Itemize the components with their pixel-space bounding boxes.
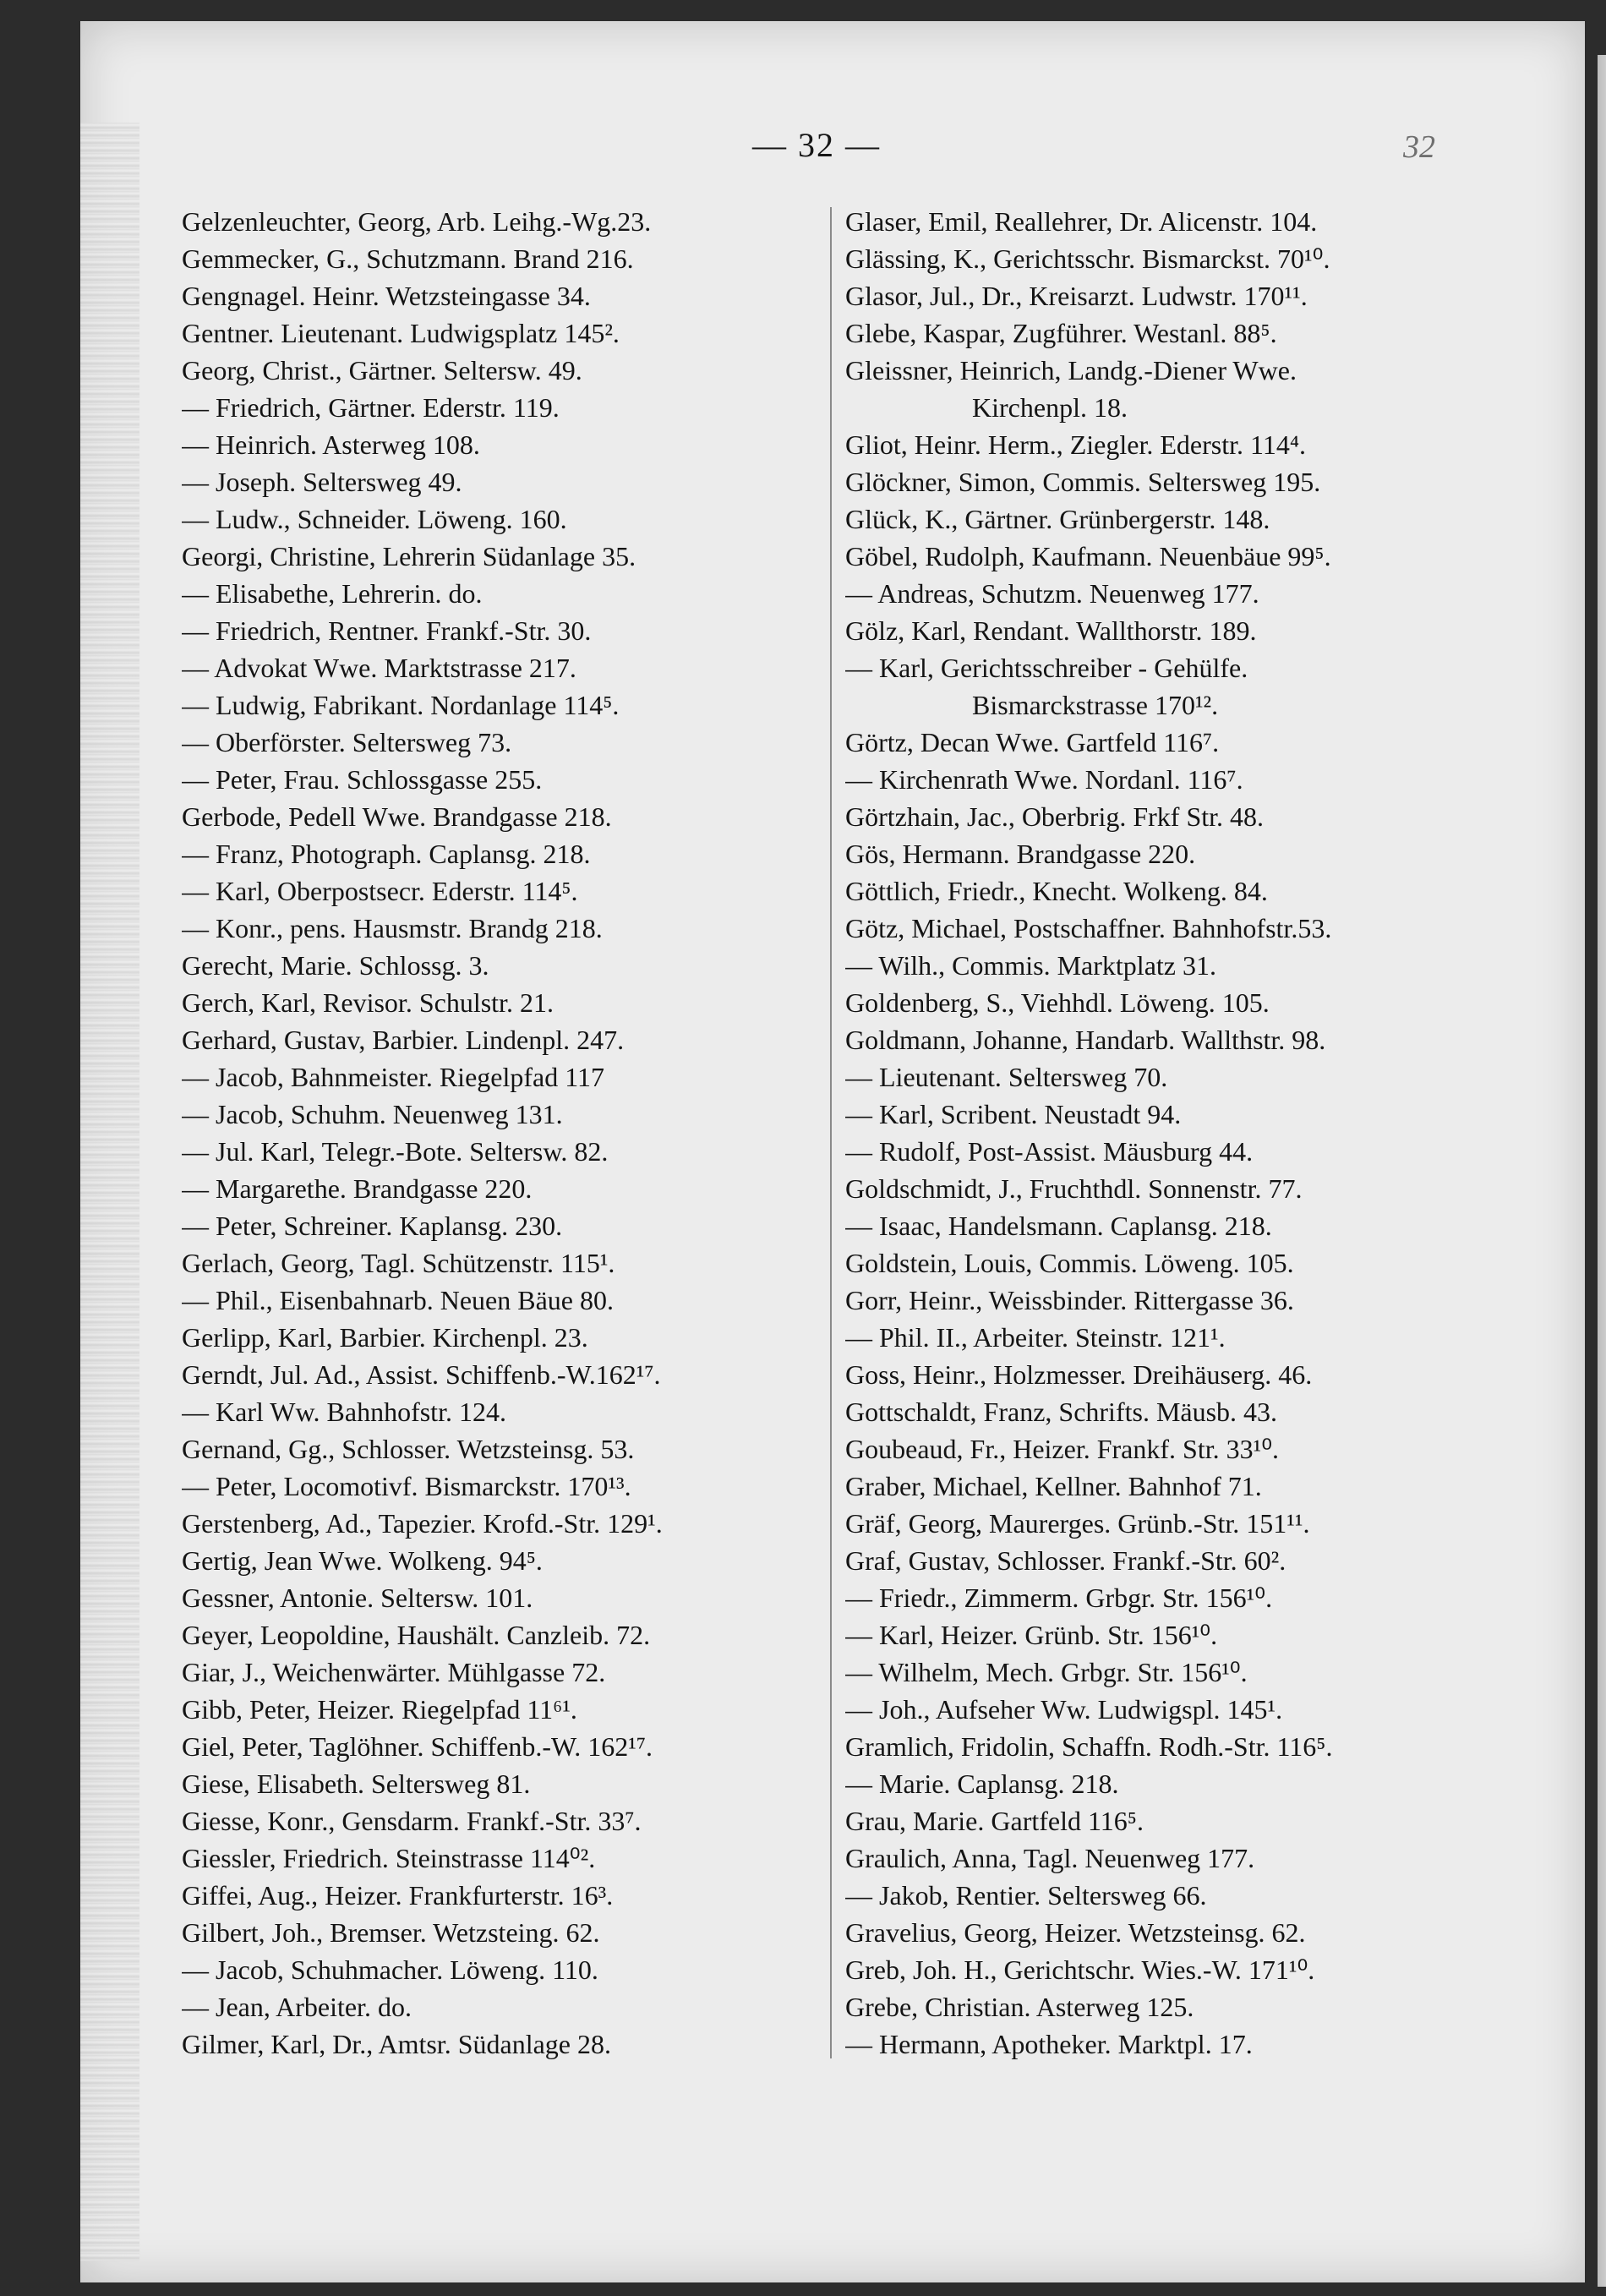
directory-entry: Giesse, Konr., Gensdarm. Frankf.-Str. 33⁷. <box>182 1806 642 1836</box>
directory-entry: — Wilhelm, Mech. Grbgr. Str. 156¹⁰. <box>845 1657 1248 1687</box>
directory-entry: Götz, Michael, Postschaffner. Bahnhofstr.53. <box>845 913 1332 943</box>
directory-entry: Gerlipp, Karl, Barbier. Kirchenpl. 23. <box>182 1322 588 1353</box>
directory-entry: Glebe, Kaspar, Zugführer. Westanl. 88⁵. <box>845 318 1277 348</box>
directory-entry: Graulich, Anna, Tagl. Neuenweg 177. <box>845 1843 1255 1873</box>
directory-entry: Gerlach, Georg, Tagl. Schützenstr. 115¹. <box>182 1248 615 1278</box>
directory-entry: Goubeaud, Fr., Heizer. Frankf. Str. 33¹⁰. <box>845 1434 1280 1464</box>
directory-entry: Gerch, Karl, Revisor. Schulstr. 21. <box>182 987 554 1018</box>
directory-entry: Gilmer, Karl, Dr., Amtsr. Südanlage 28. <box>182 2029 611 2059</box>
directory-entry: — Jakob, Rentier. Seltersweg 66. <box>845 1880 1207 1911</box>
directory-entry: Goldstein, Louis, Commis. Löweng. 105. <box>845 1248 1294 1278</box>
directory-entry: Gengnagel. Heinr. Wetzsteingasse 34. <box>182 281 591 311</box>
directory-entry: — Jean, Arbeiter. do. <box>182 1992 412 2022</box>
page-binding-edge <box>80 123 139 2261</box>
book-edge <box>1598 55 1606 2287</box>
directory-entry: Gerbode, Pedell Wwe. Brandgasse 218. <box>182 801 612 832</box>
directory-entry: Görtzhain, Jac., Oberbrig. Frkf Str. 48. <box>845 801 1265 832</box>
directory-entry: Graber, Michael, Kellner. Bahnhof 71. <box>845 1471 1262 1501</box>
handwritten-page-mark: 32 <box>1403 129 1435 165</box>
directory-entry: — Franz, Photograph. Caplansg. 218. <box>182 839 591 869</box>
directory-entry: Glaser, Emil, Reallehrer, Dr. Alicenstr. 104. <box>845 206 1318 237</box>
directory-entry: — Hermann, Apotheker. Marktpl. 17. <box>845 2029 1253 2059</box>
directory-entry: — Friedrich, Gärtner. Ederstr. 119. <box>182 392 560 423</box>
directory-entry: — Margarethe. Brandgasse 220. <box>182 1173 533 1204</box>
directory-entry: Giel, Peter, Taglöhner. Schiffenb.-W. 162¹⁷. <box>182 1731 653 1762</box>
directory-entry: — Isaac, Handelsmann. Caplansg. 218. <box>845 1211 1272 1241</box>
directory-entry: Giar, J., Weichenwärter. Mühlgasse 72. <box>182 1657 606 1687</box>
directory-entry: — Karl, Heizer. Grünb. Str. 156¹⁰. <box>845 1620 1218 1650</box>
directory-entry: Gottschaldt, Franz, Schrifts. Mäusb. 43. <box>845 1397 1278 1427</box>
directory-entry: Gessner, Antonie. Seltersw. 101. <box>182 1583 533 1613</box>
directory-entry: Georgi, Christine, Lehrerin Südanlage 35. <box>182 541 636 571</box>
directory-entry: Görtz, Decan Wwe. Gartfeld 116⁷. <box>845 727 1220 757</box>
directory-entry: Bismarckstrasse 170¹². <box>972 690 1219 720</box>
directory-entry: — Jacob, Schuhmacher. Löweng. 110. <box>182 1954 598 1985</box>
directory-entry: Gramlich, Fridolin, Schaffn. Rodh.-Str. 116⁵. <box>845 1731 1333 1762</box>
directory-entry: Kirchenpl. 18. <box>972 392 1128 423</box>
directory-entry: — Oberförster. Seltersweg 73. <box>182 727 512 757</box>
page-number: — 32 — <box>752 126 881 164</box>
directory-entry: — Karl Ww. Bahnhofstr. 124. <box>182 1397 506 1427</box>
directory-entry: — Karl, Scribent. Neustadt 94. <box>845 1099 1182 1129</box>
directory-entry: — Friedr., Zimmerm. Grbgr. Str. 156¹⁰. <box>845 1583 1273 1613</box>
directory-entry: Göttlich, Friedr., Knecht. Wolkeng. 84. <box>845 876 1268 906</box>
directory-entry: — Ludw., Schneider. Löweng. 160. <box>182 504 567 534</box>
directory-entry: Gemmecker, G., Schutzmann. Brand 216. <box>182 243 634 274</box>
directory-entry: Graf, Gustav, Schlosser. Frankf.-Str. 60². <box>845 1545 1286 1576</box>
directory-entry: Georg, Christ., Gärtner. Seltersw. 49. <box>182 355 582 385</box>
directory-entry: Göbel, Rudolph, Kaufmann. Neuenbäue 99⁵. <box>845 541 1331 571</box>
directory-entry: Giese, Elisabeth. Seltersweg 81. <box>182 1768 531 1799</box>
directory-entry: — Rudolf, Post-Assist. Mäusburg 44. <box>845 1136 1254 1167</box>
column-divider <box>830 207 832 2058</box>
directory-entry: Gorr, Heinr., Weissbinder. Rittergasse 36. <box>845 1285 1294 1315</box>
right-column <box>845 203 1496 2063</box>
directory-entry: — Andreas, Schutzm. Neuenweg 177. <box>845 578 1259 609</box>
directory-entry: Glöckner, Simon, Commis. Seltersweg 195. <box>845 467 1321 497</box>
directory-entry: Grau, Marie. Gartfeld 116⁵. <box>845 1806 1144 1836</box>
directory-entry: — Advokat Wwe. Marktstrasse 217. <box>182 653 576 683</box>
directory-entry: Grebe, Christian. Asterweg 125. <box>845 1992 1194 2022</box>
directory-entry: Goldmann, Johanne, Handarb. Wallthstr. 98. <box>845 1025 1326 1055</box>
directory-entry: — Lieutenant. Seltersweg 70. <box>845 1062 1168 1092</box>
directory-entry: Gerndt, Jul. Ad., Assist. Schiffenb.-W.162¹⁷. <box>182 1359 661 1390</box>
directory-entry: Gölz, Karl, Rendant. Wallthorstr. 189. <box>845 615 1257 646</box>
directory-entry: Gibb, Peter, Heizer. Riegelpfad 11⁶¹. <box>182 1694 577 1725</box>
directory-entry: — Phil. II., Arbeiter. Steinstr. 121¹. <box>845 1322 1226 1353</box>
directory-entry: Gerhard, Gustav, Barbier. Lindenpl. 247. <box>182 1025 625 1055</box>
directory-entry: — Jacob, Schuhm. Neuenweg 131. <box>182 1099 563 1129</box>
directory-entry: Goss, Heinr., Holzmesser. Dreihäuserg. 46. <box>845 1359 1313 1390</box>
directory-entry: Glässing, K., Gerichtsschr. Bismarckst. 70¹⁰. <box>845 243 1330 274</box>
directory-entry: Glasor, Jul., Dr., Kreisarzt. Ludwstr. 170¹¹. <box>845 281 1308 311</box>
directory-entry: — Friedrich, Rentner. Frankf.-Str. 30. <box>182 615 592 646</box>
directory-entry: Gravelius, Georg, Heizer. Wetzsteinsg. 62. <box>845 1917 1306 1948</box>
directory-entry: — Peter, Locomotivf. Bismarckstr. 170¹³. <box>182 1471 631 1501</box>
directory-entry: Gerstenberg, Ad., Tapezier. Krofd.-Str. 129¹. <box>182 1508 663 1539</box>
directory-entry: Glück, K., Gärtner. Grünbergerstr. 148. <box>845 504 1270 534</box>
directory-entry: — Marie. Caplansg. 218. <box>845 1768 1119 1799</box>
directory-entry: — Konr., pens. Hausmstr. Brandg 218. <box>182 913 603 943</box>
directory-entry: Gerecht, Marie. Schlossg. 3. <box>182 950 489 981</box>
directory-entry: Gilbert, Joh., Bremser. Wetzsteing. 62. <box>182 1917 600 1948</box>
directory-entry: Goldenberg, S., Viehhdl. Löweng. 105. <box>845 987 1270 1018</box>
directory-entry: — Joh., Aufseher Ww. Ludwigspl. 145¹. <box>845 1694 1283 1725</box>
directory-entry: — Karl, Gerichtsschreiber - Gehülfe. <box>845 653 1248 683</box>
directory-entry: — Karl, Oberpostsecr. Ederstr. 114⁵. <box>182 876 578 906</box>
directory-entry: Goldschmidt, J., Fruchthdl. Sonnenstr. 77. <box>845 1173 1303 1204</box>
directory-entry: — Ludwig, Fabrikant. Nordanlage 114⁵. <box>182 690 620 720</box>
directory-entry: — Jul. Karl, Telegr.-Bote. Seltersw. 82. <box>182 1136 609 1167</box>
directory-entry: — Elisabethe, Lehrerin. do. <box>182 578 483 609</box>
left-column <box>182 203 816 2063</box>
directory-entry: Greb, Joh. H., Gerichtschr. Wies.-W. 171¹⁰. <box>845 1954 1315 1985</box>
directory-entry: Gös, Hermann. Brandgasse 220. <box>845 839 1196 869</box>
directory-entry: — Heinrich. Asterweg 108. <box>182 429 480 460</box>
directory-entry: Gentner. Lieutenant. Ludwigsplatz 145². <box>182 318 620 348</box>
directory-entry: Gernand, Gg., Schlosser. Wetzsteinsg. 53. <box>182 1434 635 1464</box>
directory-entry: Gelzenleuchter, Georg, Arb. Leihg.-Wg.23. <box>182 206 652 237</box>
directory-entry: — Peter, Frau. Schlossgasse 255. <box>182 764 543 795</box>
directory-entry: — Phil., Eisenbahnarb. Neuen Bäue 80. <box>182 1285 614 1315</box>
directory-entry: — Kirchenrath Wwe. Nordanl. 116⁷. <box>845 764 1243 795</box>
directory-entry: — Joseph. Seltersweg 49. <box>182 467 462 497</box>
directory-entry: — Wilh., Commis. Marktplatz 31. <box>845 950 1216 981</box>
directory-entry: Gleissner, Heinrich, Landg.-Diener Wwe. <box>845 355 1297 385</box>
directory-entry: — Jacob, Bahnmeister. Riegelpfad 117 <box>182 1062 605 1092</box>
directory-entry: Giffei, Aug., Heizer. Frankfurterstr. 16³. <box>182 1880 614 1911</box>
directory-entry: Geyer, Leopoldine, Haushält. Canzleib. 72. <box>182 1620 651 1650</box>
directory-entry: Giessler, Friedrich. Steinstrasse 114⁰². <box>182 1843 596 1873</box>
directory-entry: Gliot, Heinr. Herm., Ziegler. Ederstr. 114⁴. <box>845 429 1306 460</box>
directory-entry: Gertig, Jean Wwe. Wolkeng. 94⁵. <box>182 1545 543 1576</box>
directory-entry: Gräf, Georg, Maurerges. Grünb.-Str. 151¹¹. <box>845 1508 1310 1539</box>
directory-entry: — Peter, Schreiner. Kaplansg. 230. <box>182 1211 563 1241</box>
